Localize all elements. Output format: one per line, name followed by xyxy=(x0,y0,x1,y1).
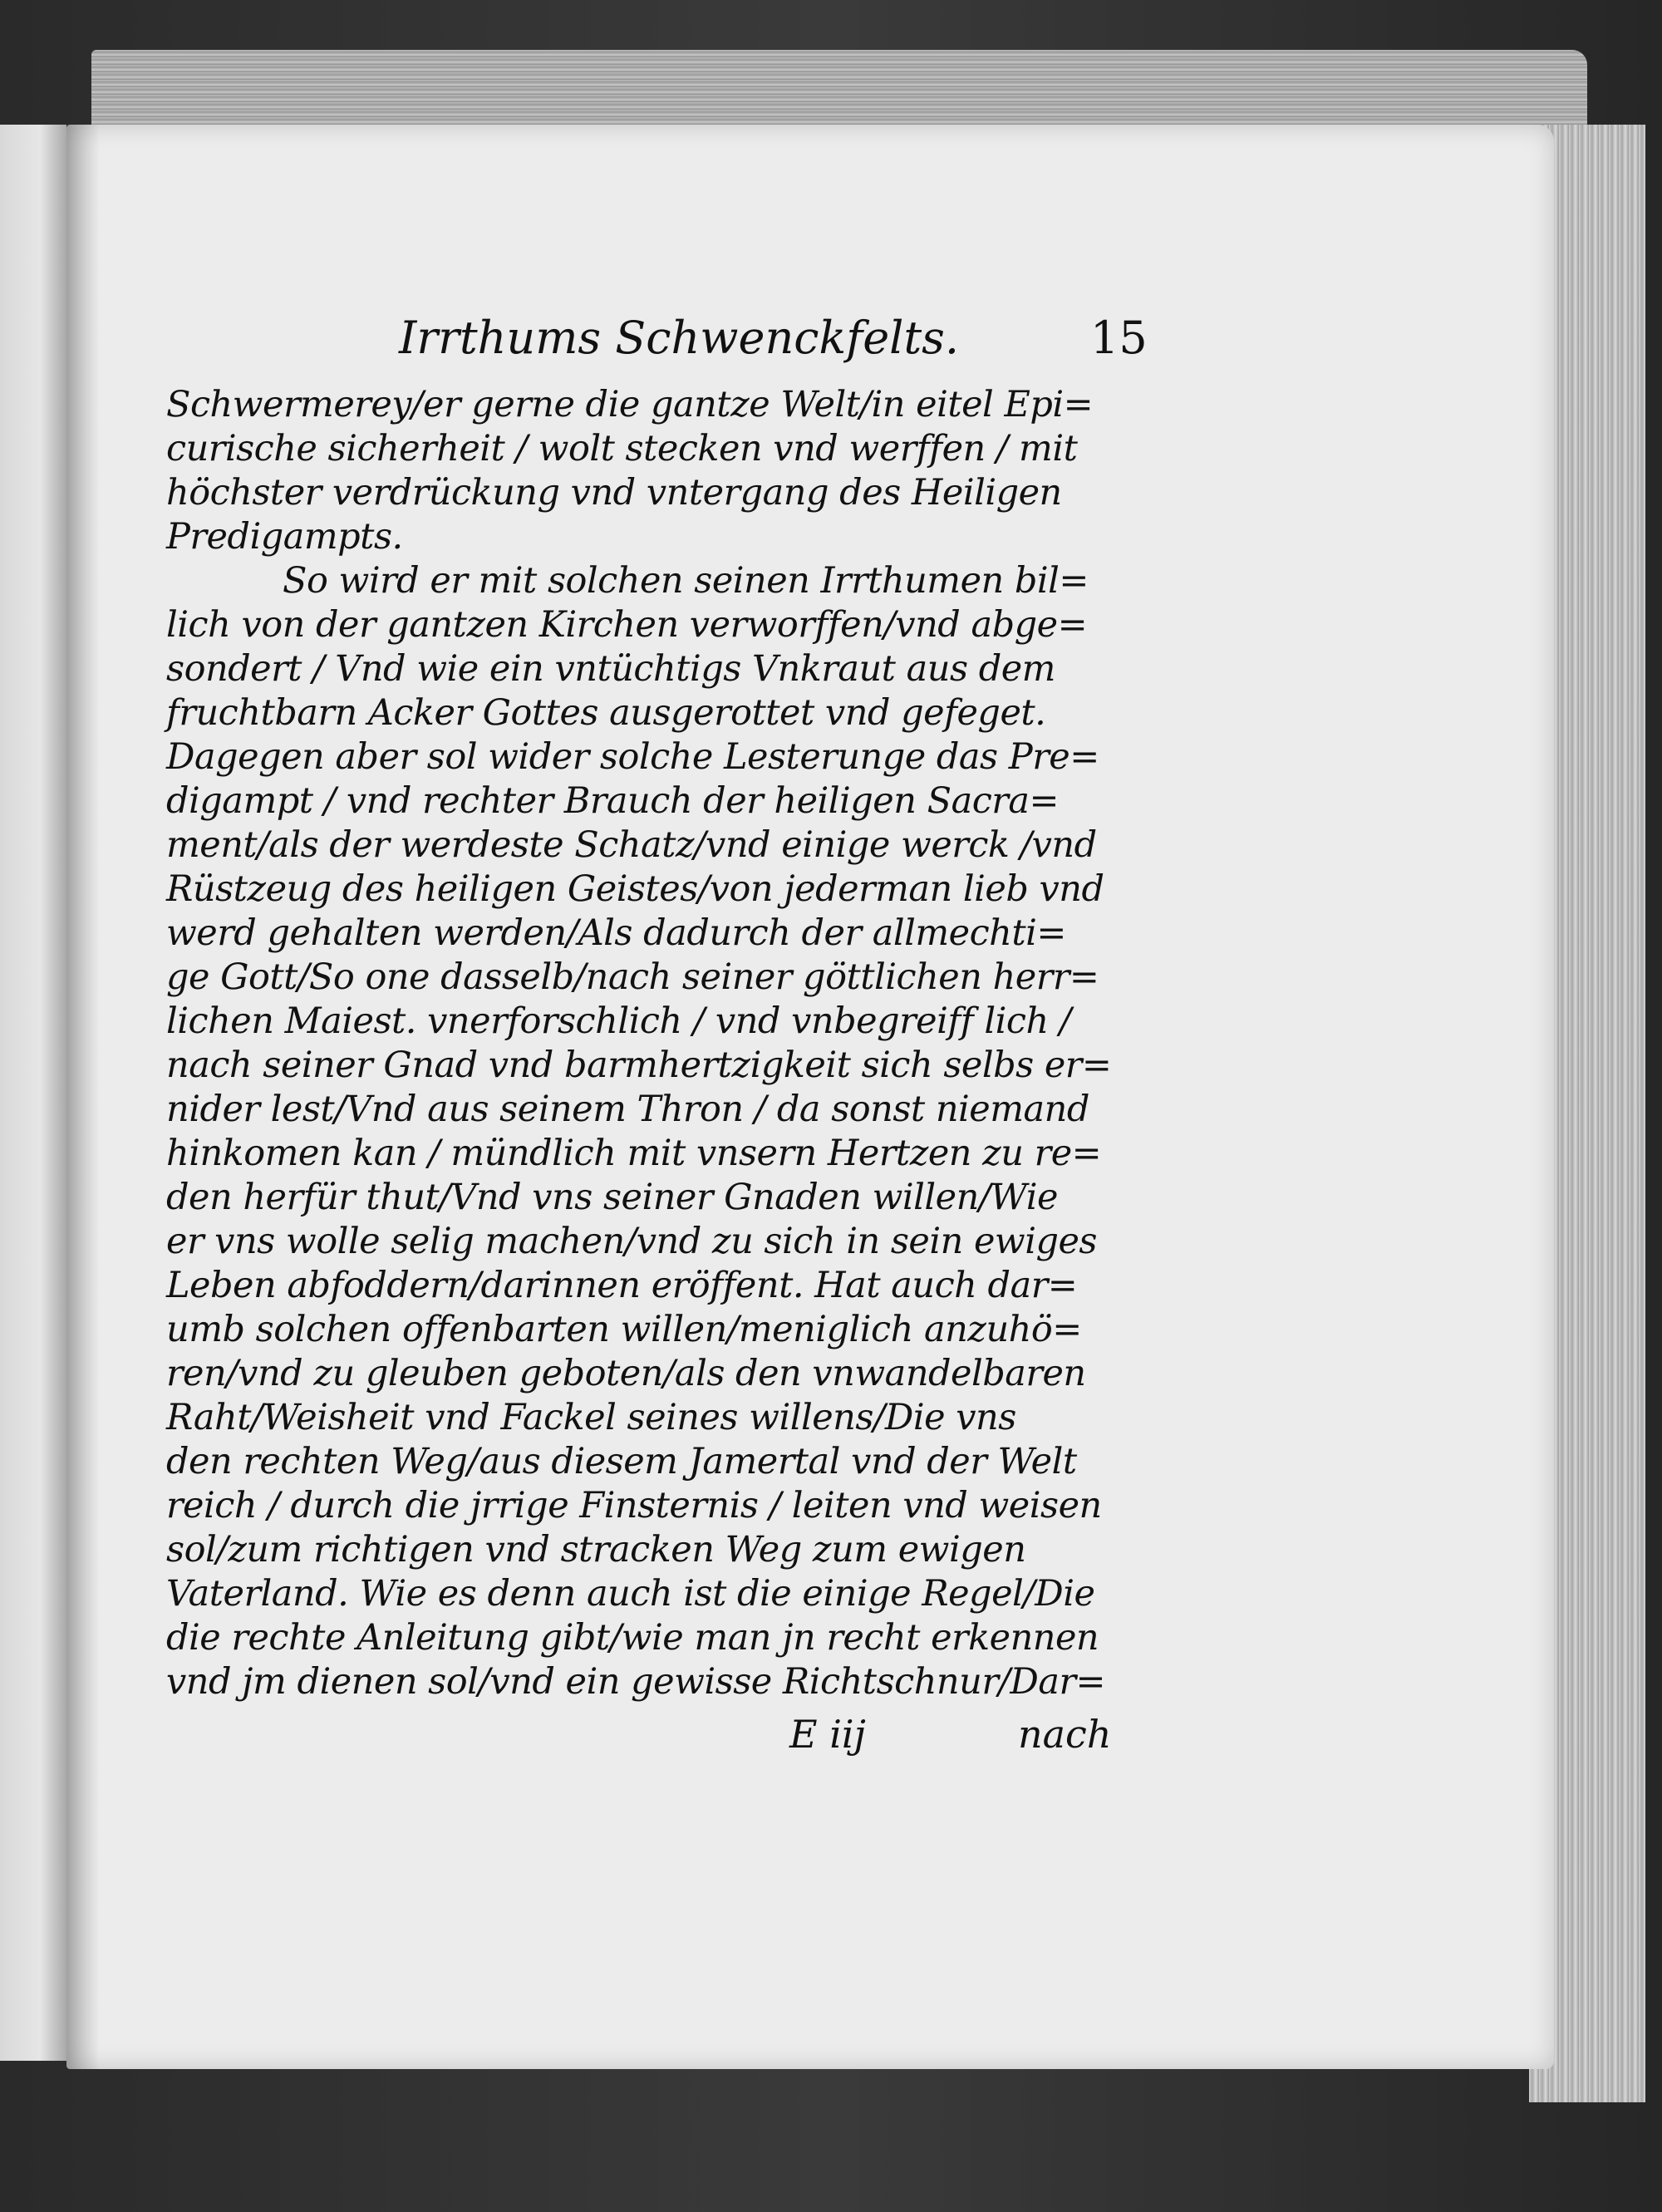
text-line: Leben abfoddern/darinnen eröffent. Hat auch dar= xyxy=(166,1265,1078,1306)
text-line: sondert / Vnd wie ein vntüchtigs Vnkraut aus dem xyxy=(166,648,1055,690)
text-line: fruchtbarn Acker Gottes ausgerottet vnd gefeget. xyxy=(166,692,1046,734)
text-line: ren/vnd zu gleuben geboten/als den vnwandelbaren xyxy=(166,1353,1086,1394)
text-line: sol/zum richtigen vnd stracken Weg zum ewigen xyxy=(166,1529,1026,1571)
text-line: nach seiner Gnad vnd barmhertzigkeit sich selbs er= xyxy=(166,1045,1112,1086)
gutter-shadow xyxy=(66,125,100,2069)
text-line: So wird er mit solchen seinen Irrthumen bil= xyxy=(283,560,1089,602)
text-line: Vaterland. Wie es denn auch ist die einige Regel/Die xyxy=(166,1573,1095,1615)
text-line: ge Gott/So one dasselb/nach seiner göttlichen herr= xyxy=(166,956,1099,998)
text-line: er vns wolle selig machen/vnd zu sich in sein ewiges xyxy=(166,1221,1097,1262)
text-line: ment/als der werdeste Schatz/vnd einige werck /vnd xyxy=(166,824,1097,866)
text-line: lich von der gantzen Kirchen verworffen/vnd abge= xyxy=(166,604,1088,646)
text-line: vnd jm dienen sol/vnd ein gewisse Richtschnur/Dar= xyxy=(166,1661,1106,1703)
text-line: höchster verdrückung vnd vntergang des Heiligen xyxy=(166,472,1062,514)
text-line: hinkomen kan / mündlich mit vnsern Hertzen zu re= xyxy=(166,1133,1102,1174)
text-line: lichen Maiest. vnerforschlich / vnd vnbegreiff lich / xyxy=(166,1000,1071,1042)
text-line: umb solchen offenbarten willen/meniglich anzuhö= xyxy=(166,1309,1082,1350)
catchword: nach xyxy=(1018,1712,1112,1757)
text-line: Raht/Weisheit vnd Fackel seines willens/Die vns xyxy=(166,1397,1016,1438)
text-line: den herfür thut/Vnd vns seiner Gnaden willen/Wie xyxy=(166,1177,1058,1218)
text-line: Dagegen aber sol wider solche Lesterunge das Pre= xyxy=(166,736,1099,778)
text-line: werd gehalten werden/Als dadurch der allmechti= xyxy=(166,912,1066,954)
text-line: digampt / vnd rechter Brauch der heiligen Sacra= xyxy=(166,780,1060,822)
page-number: 15 xyxy=(1090,312,1148,364)
facing-page-edge xyxy=(0,125,66,2061)
text-line: Schwermerey/er gerne die gantze Welt/in eitel Epi= xyxy=(166,384,1094,425)
text-line: den rechten Weg/aus diesem Jamertal vnd der Welt xyxy=(166,1441,1077,1482)
text-line: die rechte Anleitung gibt/wie man jn recht erkennen xyxy=(166,1617,1099,1659)
running-head: Irrthums Schwenckfelts. xyxy=(399,312,960,364)
text-line: Predigampts. xyxy=(166,516,403,558)
text-line: reich / durch die jrrige Finsternis / leiten vnd weisen xyxy=(166,1485,1102,1526)
text-line: nider lest/Vnd aus seinem Thron / da sonst niemand xyxy=(166,1089,1089,1130)
signature-mark: E iij xyxy=(789,1712,866,1757)
text-line: Rüstzeug des heiligen Geistes/von jederman lieb vnd xyxy=(166,868,1104,910)
text-line: curische sicherheit / wolt stecken vnd werffen / mit xyxy=(166,428,1078,469)
